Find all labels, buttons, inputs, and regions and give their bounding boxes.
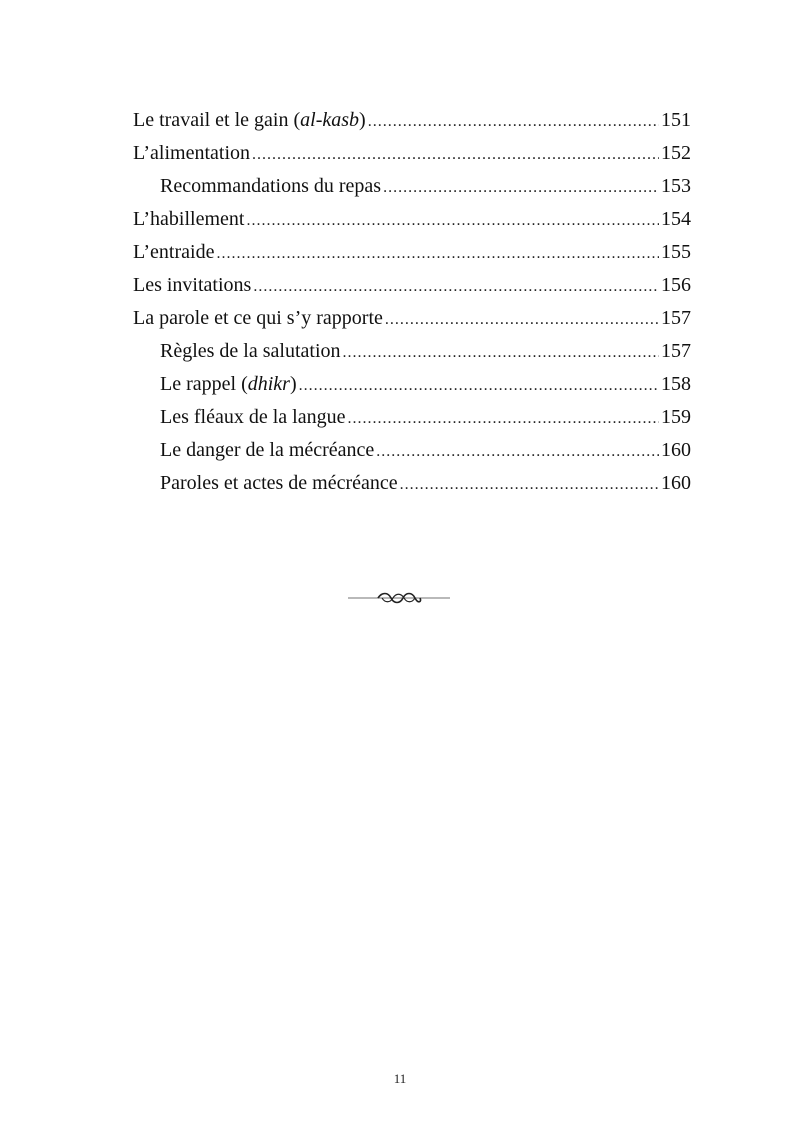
toc-entry (133, 137, 691, 170)
toc-entry-title: Le travail et le gain (al-kasb) (133, 109, 366, 131)
toc-entry (133, 302, 691, 335)
toc-entry-page: 160 (661, 472, 691, 494)
dot-leader (400, 468, 659, 501)
toc-entry-title: Le danger de la mécréance (160, 439, 375, 461)
toc-entry-page: 159 (661, 406, 691, 428)
dot-leader (383, 171, 659, 204)
dot-leader (376, 435, 659, 468)
toc-entry-page: 157 (661, 340, 691, 362)
toc-subentry (133, 401, 691, 434)
dot-leader (252, 138, 659, 171)
toc-entry-title: Règles de la salutation (160, 340, 341, 362)
page-number: 11 (393, 1071, 407, 1086)
toc-entry-page: 151 (661, 109, 691, 131)
dot-leader (253, 270, 659, 303)
toc-entry-page: 157 (661, 307, 691, 329)
toc-entry-title: L’alimentation (133, 142, 251, 164)
toc-entry-title: L’entraide (133, 241, 215, 263)
toc-subentry (133, 434, 691, 467)
dot-leader (347, 402, 659, 435)
dot-leader (299, 369, 659, 402)
toc-subentry (133, 467, 691, 500)
toc-subentry (133, 170, 691, 203)
toc-entry-title: Recommandations du repas (160, 175, 382, 197)
toc-subentry (133, 368, 691, 401)
dot-leader (385, 303, 659, 336)
flourish-divider-icon (348, 590, 450, 606)
toc-entry (133, 203, 691, 236)
toc-entry (133, 104, 691, 137)
dot-leader (343, 336, 659, 369)
toc-entry-title: Les fléaux de la langue (160, 406, 346, 428)
toc-entry-title: L’habillement (133, 208, 245, 230)
toc-subentry (133, 335, 691, 368)
toc-entry-page: 152 (661, 142, 691, 164)
toc-entry-page: 153 (661, 175, 691, 197)
toc-entry-page: 155 (661, 241, 691, 263)
toc-entry-page: 158 (661, 373, 691, 395)
toc-entry-page: 156 (661, 274, 691, 296)
dot-leader (246, 204, 659, 237)
dot-leader (216, 237, 659, 270)
toc-entry-title: Paroles et actes de mécréance (160, 472, 398, 494)
table-of-contents (133, 104, 691, 500)
toc-entry (133, 269, 691, 302)
toc-entry (133, 236, 691, 269)
toc-entry-page: 154 (661, 208, 691, 230)
toc-entry-title: Le rappel (dhikr) (160, 373, 297, 395)
toc-entry-page: 160 (661, 439, 691, 461)
dot-leader (368, 105, 659, 138)
toc-entry-title: La parole et ce qui s’y rapporte (133, 307, 383, 329)
toc-entry-title: Les invitations (133, 274, 252, 296)
